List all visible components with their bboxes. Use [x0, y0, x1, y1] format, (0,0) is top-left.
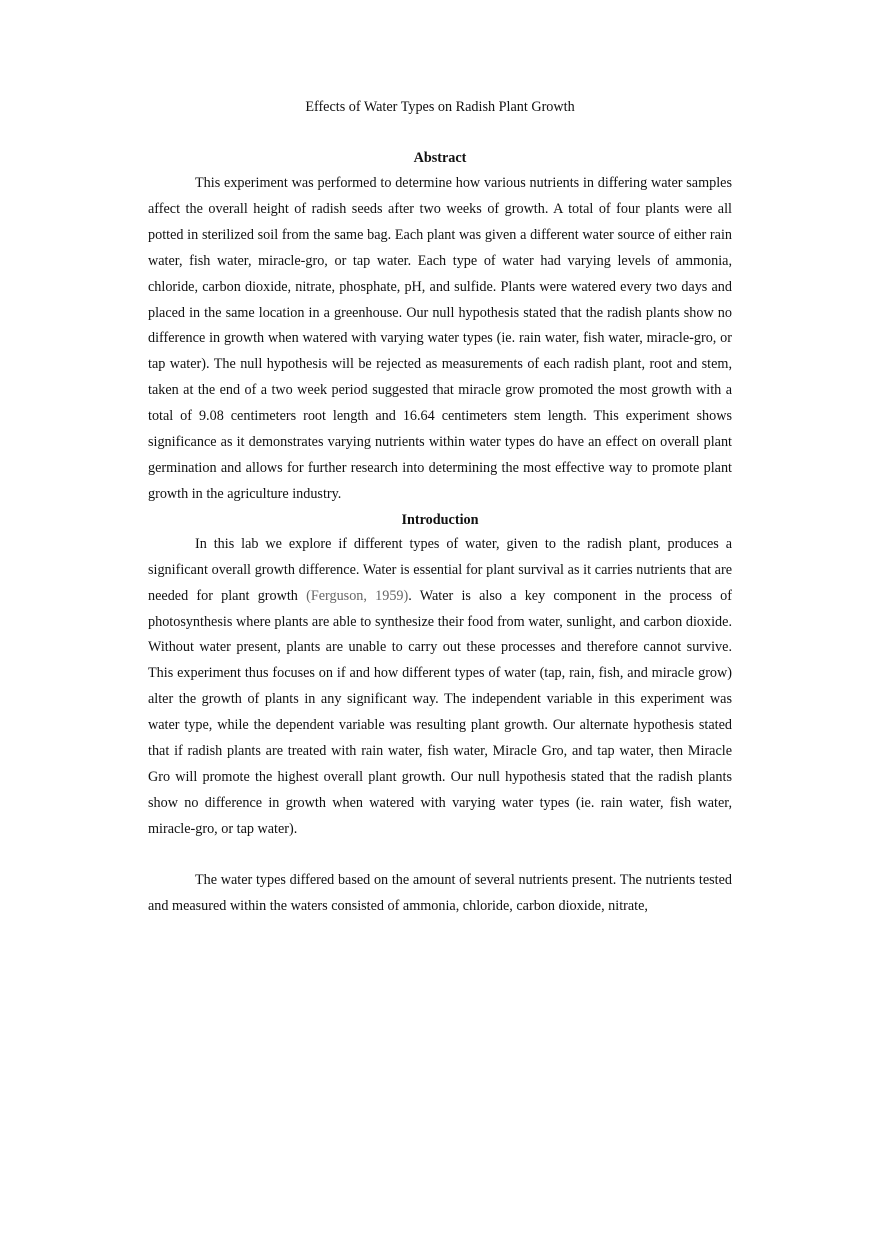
- intro-text-before-citation: In this lab we explore if different types of water, given to the radish plant, produces a significant overall growth difference. Water is essential for plant survival as it carries nutrients that are needed for plant growth: [148, 535, 732, 604]
- abstract-heading: Abstract: [413, 150, 467, 166]
- introduction-heading: Introduction: [401, 511, 479, 528]
- paper-title: Effects of Water Types on Radish Plant Growth: [305, 99, 575, 115]
- abstract-paragraph: This experiment was performed to determine how various nutrients in differing water samples affect the overall height of radish seeds after two weeks of growth. A total of four plants were all potted in sterilized soil from the same bag. Each plant was given a different water source of either rain water, fish water, miracle-gro, or tap water. Each type of water had varying levels of ammonia, chloride, carbon dioxide, nitrate, phosphate, pH, and sulfide. Plants were watered every two days and placed in the same location in a greenhouse. Our null hypothesis stated that the radish plants show no difference in growth when watered with varying water types (ie. rain water, fish water, miracle-gro, or tap water). The null hypothesis will be rejected as measurements of each radish plant, root and stem, taken at the end of a two week period suggested that miracle grow promoted the most growth with a total of 9.08 centimeters root length and 16.64 centimeters stem length. This experiment shows significance as it demonstrates varying nutrients within water types do have an effect on overall plant germination and allows for further research into determining the most effective way to promote plant growth in the agriculture industry.: [148, 175, 732, 502]
- citation: (Ferguson, 1959): [306, 587, 409, 604]
- introduction-paragraph-1: [148, 532, 732, 843]
- intro-text-after-citation: . Water is also a key component in the process of photosynthesis where plants are able to synthesize their food from water, sunlight, and carbon dioxide. Without water present, plants are unable to carry out these processes and therefore cannot survive. This experiment thus focuses on if and how different types of water (tap, rain, fish, and miracle grow) alter the growth of plants in any significant way. The independent variable in this experiment was water type, while the dependent variable was resulting plant growth. Our alternate hypothesis stated that if radish plants are treated with rain water, fish water, Miracle Gro, and tap water, then Miracle Gro will promote the highest overall plant growth. Our null hypothesis stated that the radish plants show no difference in growth when watered with varying water types (ie. rain water, fish water, miracle-gro, or tap water).: [148, 587, 732, 837]
- introduction-paragraph-2: The water types differed based on the amount of several nutrients present. The nutrients tested and measured within the waters consisted of ammonia, chloride, carbon dioxide, nitrate,: [148, 871, 732, 914]
- document-body: [148, 95, 732, 919]
